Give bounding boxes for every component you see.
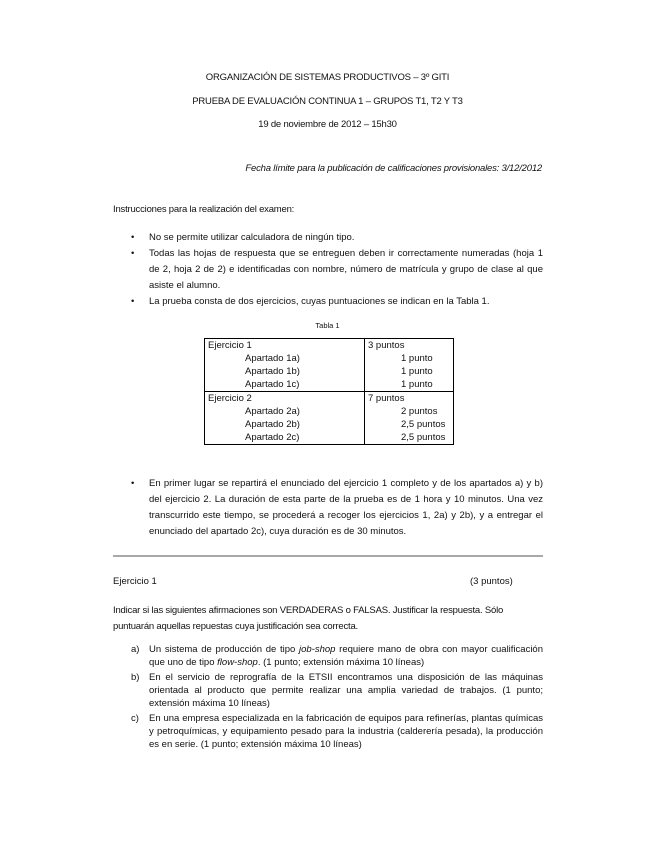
- table-cell-label: Apartado 1a): [205, 352, 365, 365]
- instructions-list: [113, 230, 543, 310]
- table-cell-points: 1 punto: [401, 379, 433, 390]
- table-row: [205, 378, 454, 392]
- statement-item: a) Un sistema de producción de tipo job-shop requiere mano de obra con mayor cualificación que uno de tipo flow-shop. (1 punto; extensión máxima 10 líneas): [131, 644, 544, 668]
- table-cell-points: 2,5 puntos: [401, 432, 446, 443]
- instruction-item: • En primer lugar se repartirá el enunciado del ejercicio 1 completo y de los apartados a) y b) del ejercicio 2. La duración de esta parte de la prueba es de 1 hora y 10 minutos. Una vez transcurrido este tiempo, se procederá a recoger los ejercicios 1, 2a) y 2b), y a entregar el enunciado del apartado 2c), cuya duración es de 30 minutos.: [131, 478, 543, 537]
- table-cell-label: Apartado 1b): [205, 365, 365, 378]
- table-cell-points: 7 puntos: [365, 392, 454, 406]
- statement-item: c) En una empresa especializada en la fabricación de equipos para refinerías, plantas químicas y petroquímicas, y equipamiento pesado para la industria (calderería pesada), la producción es en serie. (1 punto; extensión máxima 10 líneas): [131, 713, 543, 750]
- timing-list: [113, 476, 543, 540]
- bullet-icon: •: [131, 248, 135, 259]
- table-cell-points: 1 punto: [401, 353, 433, 364]
- bullet-icon: •: [131, 232, 135, 243]
- table-cell-label: Ejercicio 1: [205, 339, 365, 353]
- table-cell-label: Ejercicio 2: [205, 392, 365, 406]
- statements-list: [113, 643, 543, 751]
- statement-label: c): [131, 713, 139, 724]
- bullet-icon: •: [131, 478, 135, 489]
- exercise-title: Ejercicio 1: [113, 576, 157, 587]
- table-cell-points: 3 puntos: [365, 339, 454, 353]
- deadline-note: Fecha límite para la publicación de calificaciones provisionales: 3/12/2012: [245, 163, 542, 174]
- statement-label: a): [131, 644, 140, 655]
- table-cell-label: Apartado 1c): [205, 378, 365, 392]
- table-cell-points: 2 puntos: [401, 406, 438, 417]
- table-row: [205, 418, 454, 431]
- table-cell-label: Apartado 2b): [205, 418, 365, 431]
- bullet-icon: •: [131, 296, 135, 307]
- table-row: [205, 352, 454, 365]
- instruction-item: • La prueba consta de dos ejercicios, cuyas puntuaciones se indican en la Tabla 1.: [113, 294, 543, 310]
- table-cell-label: Apartado 2c): [205, 431, 365, 445]
- section-divider: [113, 555, 543, 557]
- table-row: [205, 405, 454, 418]
- table-cell-points: 2,5 puntos: [401, 419, 446, 430]
- table-cell-points: 1 punto: [401, 366, 433, 377]
- points-table: [204, 338, 454, 445]
- instructions-title: Instrucciones para la realización del examen:: [113, 204, 295, 215]
- instruction-item: • Todas las hojas de respuesta que se entreguen deben ir correctamente numeradas (hoja 1 de 2, hoja 2 de 2) e identificadas con nombre, número de matrícula y grupo de clase al que asiste el alumno.: [131, 248, 543, 291]
- table-row: [205, 365, 454, 378]
- exam-date: 19 de noviembre de 2012 – 15h30: [258, 119, 397, 130]
- table-row: [205, 392, 454, 406]
- exercise-intro: Indicar si las siguientes afirmaciones son VERDADERAS o FALSAS. Justificar la respuesta. Sólo puntuarán aquellas repuestas cuya justificación sea correcta.: [113, 605, 504, 632]
- table-row: [205, 431, 454, 445]
- statement-label: b): [131, 672, 140, 683]
- exercise-points: (3 puntos): [470, 576, 513, 587]
- table-row: [205, 339, 454, 353]
- exam-title: PRUEBA DE EVALUACIÓN CONTINUA 1 – GRUPOS T1, T2 Y T3: [192, 96, 463, 107]
- statement-item: b) En el servicio de reprografía de la ETSII encontramos una disposición de las máquinas orientada al producto que permite realizar una amplia variedad de trabajos. (1 punto; extensión máxima 10 líneas): [131, 672, 543, 709]
- table-cell-label: Apartado 2a): [205, 405, 365, 418]
- course-title: ORGANIZACIÓN DE SISTEMAS PRODUCTIVOS – 3º GITI: [205, 72, 450, 83]
- table-caption: Tabla 1: [315, 321, 340, 330]
- instruction-item: • No se permite utilizar calculadora de ningún tipo.: [113, 230, 543, 246]
